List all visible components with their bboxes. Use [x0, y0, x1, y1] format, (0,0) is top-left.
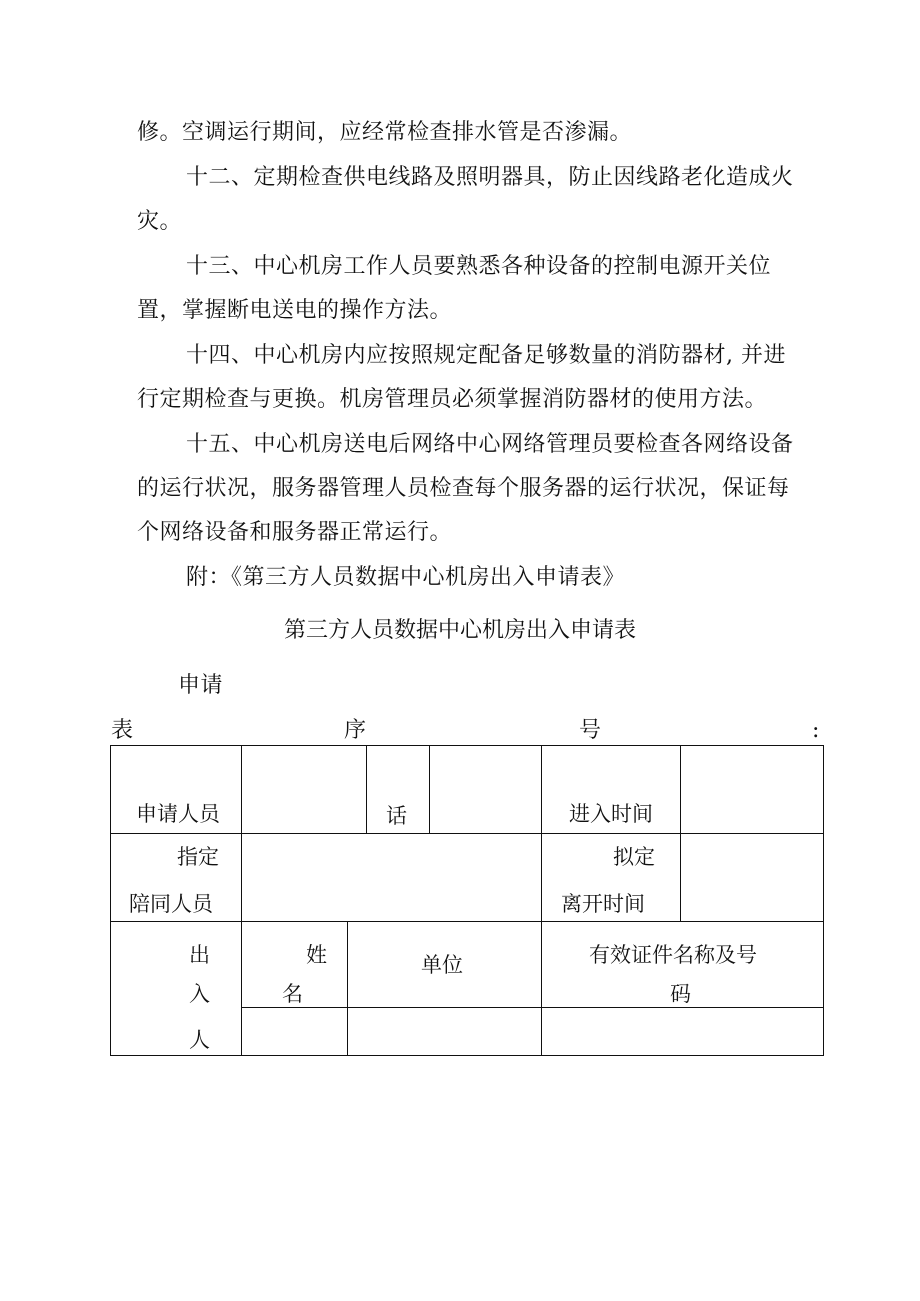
visitor-unit-cell[interactable]	[348, 1008, 542, 1056]
applicant-label-cell	[111, 746, 242, 834]
paragraph-15-line-3: 个网络设备和服务器正常运行。	[137, 520, 453, 545]
form-row-escort	[111, 834, 824, 922]
unit-header-cell	[348, 922, 542, 1008]
attachment-note: 附：《第三方人员数据中心机房出入申请表》	[186, 565, 626, 590]
leave-time-label-line-1: 拟定	[613, 845, 655, 869]
serial-char-colon: :	[812, 718, 820, 743]
name-header-char-1: 姓	[306, 943, 327, 967]
phone-label-cell	[367, 746, 430, 834]
serial-label-prefix: 申请	[178, 673, 224, 698]
entry-time-label: 进入时间	[569, 802, 653, 826]
name-header-char-2: 名	[282, 982, 303, 1006]
serial-char-xu: 序	[344, 718, 367, 743]
escort-label-cell	[111, 834, 242, 922]
paragraph-15-line-2: 的运行状况，服务器管理人员检查每个服务器的运行状况，保证每	[137, 476, 790, 501]
name-header-cell	[242, 922, 348, 1008]
visitors-label-char-1: 出	[189, 943, 210, 967]
serial-char-hao: 号	[579, 718, 602, 743]
escort-label-line-1: 指定	[177, 845, 219, 869]
escort-value-cell[interactable]	[242, 834, 542, 922]
paragraph-14-line-1: 十四、中心机房内应按照规定配备足够数量的消防器材, 并进	[186, 343, 786, 368]
visitors-label-char-2: 入	[189, 982, 210, 1006]
visitors-label-cell	[111, 922, 242, 1056]
applicant-label: 申请人员	[136, 802, 220, 826]
paragraph-13-line-2: 置，掌握断电送电的操作方法。	[137, 298, 453, 323]
entry-time-label-cell	[542, 746, 681, 834]
visitors-label-char-3: 人	[189, 1028, 210, 1052]
leave-time-label-cell	[542, 834, 681, 922]
serial-char-biao: 表	[111, 718, 134, 743]
unit-header: 单位	[421, 953, 463, 977]
visitor-id-cell[interactable]	[542, 1008, 824, 1056]
phone-value-cell[interactable]	[430, 746, 542, 834]
paragraph-12-line-2: 灾。	[137, 209, 183, 234]
paragraph-13-line-1: 十三、中心机房工作人员要熟悉各种设备的控制电源开关位	[186, 254, 772, 279]
paragraph-15-line-1: 十五、中心机房送电后网络中心网络管理员要检查各网络设备	[186, 432, 794, 457]
form-title: 第三方人员数据中心机房出入申请表	[283, 618, 636, 643]
phone-label: 话	[386, 804, 407, 828]
applicant-value-cell[interactable]	[242, 746, 367, 834]
form-row-applicant	[111, 746, 824, 834]
application-form-table	[110, 745, 824, 1056]
id-header-line-2: 码	[670, 982, 691, 1006]
id-header-line-1: 有效证件名称及号	[589, 943, 757, 967]
leave-time-value-cell[interactable]	[681, 834, 824, 922]
entry-time-value-cell[interactable]	[681, 746, 824, 834]
escort-label-line-2: 陪同人员	[129, 892, 213, 916]
leave-time-label-line-2: 离开时间	[561, 892, 645, 916]
form-row-visitor-header	[111, 922, 824, 1008]
paragraph-line: 修。空调运行期间，应经常检查排水管是否渗漏。	[137, 120, 633, 145]
paragraph-14-line-2: 行定期检查与更换。机房管理员必须掌握消防器材的使用方法。	[137, 387, 768, 412]
visitor-name-cell[interactable]	[242, 1008, 348, 1056]
id-header-cell	[542, 922, 824, 1008]
paragraph-12-line-1: 十二、定期检查供电线路及照明器具，防止因线路老化造成火	[186, 165, 794, 190]
